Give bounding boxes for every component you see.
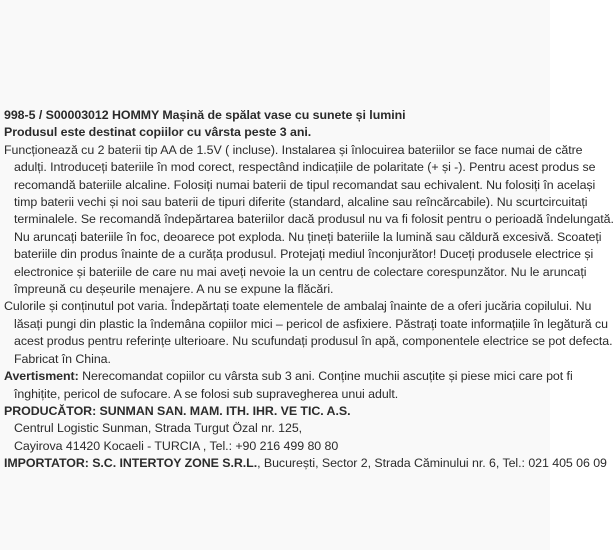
warning-line: înghițite, pericol de sufocare. A se folosi sub supravegherea unui adult. — [14, 386, 399, 401]
general-line: Fabricat în China. — [14, 351, 111, 366]
battery-line: împreună cu deșeurile menajere. A nu se expune la flăcări. — [14, 282, 334, 297]
producer-address-line: Cayirova 41420 Kocaeli - TURCIA , Tel.: +90 216 499 80 80 — [14, 438, 339, 453]
product-title: Mașină de spălat vase cu sunete și lumini — [162, 108, 406, 122]
product-header — [4, 107, 548, 124]
warning-text: Nerecomandat copiilor cu vârsta sub 3 ani. Conține muchii ascuțite și piese mici care pot fi — [78, 369, 573, 384]
age-notice: Produsul este destinat copiilor cu vârsta peste 3 ani. — [4, 125, 312, 140]
battery-line: adulți. Introduceți bateriile în mod corect, respectând indicațiile de polaritate (+ și -). Pentru acest produs se — [14, 160, 596, 175]
battery-line: Nu aruncați bateriile în foc, deoarece pot exploda. Nu țineți bateriile la lumină sau căldură excesivă. Scoateți — [14, 229, 602, 244]
label-text-block — [4, 107, 614, 473]
product-code: 998-5 / S00003012 HOMMY — [4, 108, 159, 122]
battery-line: electronice și bateriile de care nu mai aveți nevoie la un centru de colectare corespunzător. Nu le aruncați — [14, 264, 587, 279]
battery-line: terminalele. Se recomandă îndepărtarea bateriilor dacă produsul nu va fi folosit pentru o perioadă îndelungată. — [14, 212, 614, 227]
producer-address-line: Centrul Logistic Sunman, Strada Turgut Özal nr. 125, — [14, 421, 303, 436]
importer-line — [4, 455, 607, 472]
battery-line: recomandă bateriile alcaline. Folosiți numai baterii de tipul recomandat sau echivalent. Nu folosiți în același — [14, 177, 596, 192]
warning-label: Avertisment: — [4, 369, 79, 384]
importer-label: IMPORTATOR: S.C. INTERTOY ZONE S.R.L. — [4, 456, 258, 471]
general-line: lăsați pungi din plastic la îndemâna copiilor mici – pericol de asfixiere. Păstrați toate informațiile în legătură cu — [14, 316, 609, 331]
battery-line: bateriile din produs înainte de a curăța produsul. Protejați mediul înconjurător! Duceți produsele electrice și — [14, 247, 594, 262]
general-line: Culorile și conținutul pot varia. Îndepărtați toate elementele de ambalaj înainte de a oferi jucăria copilului. Nu — [4, 299, 592, 314]
warning-line — [4, 368, 573, 385]
general-line: acest produs pentru referințe ulterioare. Nu scufundați produsul în apă, componentele electrice se pot defecta. — [14, 334, 613, 349]
battery-line: timp baterii vechi și noi sau baterii de tipuri diferite (standard, alcaline sau reîncărcabile). Nu scurtcircuitați — [14, 195, 588, 210]
producer-label: PRODUCĂTOR: SUNMAN SAN. MAM. ITH. IHR. VE TIC. A.S. — [4, 403, 351, 418]
importer-address: , București, Sector 2, Strada Căminului nr. 6, Tel.: 021 405 06 09 — [257, 456, 607, 471]
battery-line: Funcționează cu 2 baterii tip AA de 1.5V ( incluse). Instalarea și înlocuirea bateriilor se face numai de către — [4, 142, 583, 157]
